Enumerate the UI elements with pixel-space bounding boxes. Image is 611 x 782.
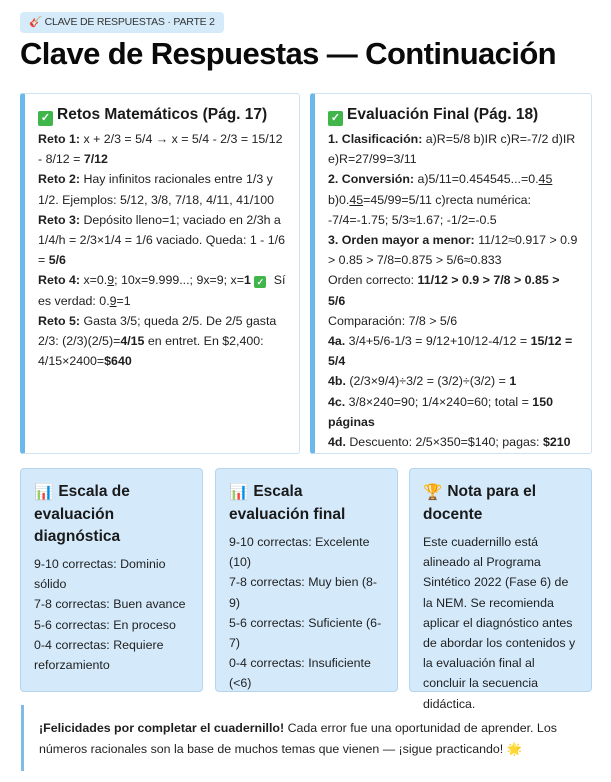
answer-text: en entret. En $2,400: 4/15×2400= — [38, 334, 264, 369]
card-lines — [38, 129, 287, 371]
box-line: 0-4 correctas: Requiere reforzamiento — [34, 637, 164, 673]
answer-text: 9 — [107, 273, 115, 288]
answer-line — [328, 169, 579, 230]
answer-text: 3/8×240=90; 1/4×240=60; total = — [345, 394, 533, 409]
answer-text: x + 2/3 = 5/4 → x = 5/4 - 2/3 = 15/12 - 8/12 = — [38, 132, 283, 167]
answer-text: Hay infinitos racionales entre 1/3 y 1/2. Ejemplos: 5/12, 3/8, 7/18, 4/11, 41/100 — [38, 172, 275, 207]
box-line: Este cuadernillo está alineado al Programa Sintético 2022 (Fase 6) de la NEM. Se recomienda aplicar el diagnóstico antes de abordar los contenidos y la evaluación final al concluir la secuencia didáctica. — [423, 535, 576, 711]
answer-bold: 4b. — [328, 374, 346, 389]
box-line: 5-6 correctas: Suficiente (6-7) — [229, 615, 382, 651]
answer-bold: 15/12 = 5/4 — [328, 334, 573, 369]
answer-line — [328, 270, 579, 310]
answer-text: Descuento: 2/5×350=$140; pagas: — [345, 435, 543, 450]
answer-text: Comparación: 7/8 > 5/6 — [328, 313, 458, 328]
check-icon: ✓ — [38, 111, 53, 126]
check-icon: ✓ — [254, 276, 266, 288]
section-badge — [20, 12, 224, 33]
answer-text: 45 — [349, 192, 364, 207]
answer-text: 3/4+5/6-1/3 = 9/12+10/12-4/12 = — [345, 334, 531, 349]
box-line: 9-10 correctas: Dominio sólido — [34, 557, 166, 592]
answer-line — [328, 432, 579, 452]
answer-bold: Reto 1: — [38, 132, 80, 146]
answer-bold: Reto 2: — [38, 172, 80, 187]
card-evaluacion-final — [310, 93, 592, 454]
callout-bold: ¡Felicidades por completar el cuadernillo! — [39, 721, 285, 735]
bar-chart-icon: 📊 — [34, 484, 54, 501]
box-line: 5-6 correctas: En proceso — [34, 617, 176, 632]
sparkle-icon: 🌟 — [506, 741, 523, 756]
box-escala-final — [215, 468, 398, 692]
answer-text: Gasta 3/5; queda 2/5. De 2/5 gasta 2/3: (2/3)(2/5)= — [38, 313, 277, 349]
answer-bold: 1 — [509, 374, 517, 389]
card-title-text: Retos Matemáticos (Pág. 17) — [57, 106, 268, 123]
answer-bold: 11/12 > 0.9 > 7/8 > 0.85 > 5/6 — [328, 273, 560, 308]
box-title — [229, 481, 384, 526]
answer-text: x=0. — [80, 273, 108, 288]
answer-text: b)0. — [328, 192, 350, 207]
answer-bold: $210 — [542, 435, 571, 450]
congrats-callout — [21, 705, 592, 771]
box-title — [34, 481, 189, 548]
answer-line — [328, 230, 579, 270]
answer-text: a)R=5/8 b)IR c)R=-7/2 d)IR e)R=27/99=3/11 — [328, 132, 576, 167]
answer-text: Depósito lleno=1; vaciado en 2/3h a 1/4/h = 2/3×1/4 = 1/6 vaciado. Queda: 1 - 1/6 = — [38, 212, 285, 268]
card-title-text: Evaluación Final (Pág. 18) — [347, 106, 539, 123]
answer-line — [38, 311, 287, 372]
card-title — [38, 104, 287, 126]
answer-bold: 150 páginas — [328, 394, 553, 429]
box-title — [423, 481, 578, 526]
answer-bold: 4a. — [328, 334, 346, 349]
card-lines — [328, 129, 579, 452]
guitar-icon: 🎸 — [29, 16, 42, 28]
answer-bold: 4d. — [328, 435, 346, 450]
answer-line — [328, 331, 579, 371]
trophy-icon: 🏆 — [423, 484, 443, 501]
answer-line — [328, 129, 579, 169]
box-title-text: Nota para el docente — [423, 483, 537, 523]
answer-line — [328, 392, 579, 432]
answer-text: 9 — [109, 293, 117, 308]
answer-bold: 1 — [243, 273, 251, 288]
answer-line — [38, 270, 287, 310]
callout-text: Cada error fue una oportunidad de aprender. Los números racionales son la base de muchos temas que vienen — ¡sigue practicando! — [39, 721, 557, 756]
answer-bold: 4/15 — [120, 334, 145, 349]
box-nota-docente — [409, 468, 592, 711]
answer-line — [38, 210, 287, 271]
check-icon: ✓ — [328, 111, 343, 126]
box-line: 7-8 correctas: Muy bien (8-9) — [229, 575, 378, 610]
answer-bold: 1. Clasificación: — [328, 132, 423, 146]
box-line: 0-4 correctas: Insuficiente (<6) — [229, 656, 371, 691]
answer-bold: 5/6 — [48, 253, 66, 268]
badge-label: CLAVE DE RESPUESTAS · PARTE 2 — [44, 16, 215, 28]
answer-line — [38, 169, 287, 209]
answer-bold: 2. Conversión: — [328, 172, 415, 187]
bar-chart-icon: 📊 — [229, 484, 249, 501]
answer-bold: 3. Orden mayor a menor: — [328, 233, 475, 248]
box-line: 9-10 correctas: Excelente (10) — [229, 535, 370, 570]
box-title-text: Escala evaluación final — [229, 483, 346, 523]
box-line: 7-8 correctas: Buen avance — [34, 597, 186, 612]
card-title — [328, 104, 579, 126]
answer-text: Orden correcto: — [328, 273, 418, 288]
answer-bold: 4c. — [328, 394, 346, 409]
answer-line — [328, 311, 579, 331]
answer-text: ; 10x=9.999...; 9x=9; x= — [114, 273, 244, 288]
answer-text: (2/3×9/4)÷3/2 = (3/2)÷(3/2) = — [345, 374, 510, 389]
box-title-text: Escala de evaluación diagnóstica — [34, 483, 130, 545]
answer-text: 45 — [538, 172, 553, 187]
answer-bold: 7/12 — [83, 152, 108, 167]
answer-bold: Reto 3: — [38, 212, 80, 227]
answer-text: a)5/11=0.454545...=0. — [414, 172, 539, 187]
answer-text: 11/12≈0.917 > 0.9 > 0.85 > 7/8=0.875 > 5/6≈0.833 — [328, 233, 578, 268]
answer-bold: Reto 4: — [38, 273, 80, 288]
answer-line — [38, 129, 287, 169]
box-escala-diagnostica — [20, 468, 203, 692]
card-retos-matematicos — [20, 93, 300, 454]
answer-line — [328, 371, 579, 391]
answer-text: =45/99=5/11 c)recta numérica: -7/4=-1.75; 5/3≈1.67; -1/2=-0.5 — [328, 192, 531, 227]
answer-bold: Reto 5: — [38, 313, 80, 328]
answer-text: =1 — [116, 293, 131, 308]
answer-text: Sí es verdad: 0. — [38, 273, 286, 308]
page-title: Clave de Respuestas — Continuación — [20, 36, 557, 71]
answer-bold: $640 — [104, 354, 132, 369]
